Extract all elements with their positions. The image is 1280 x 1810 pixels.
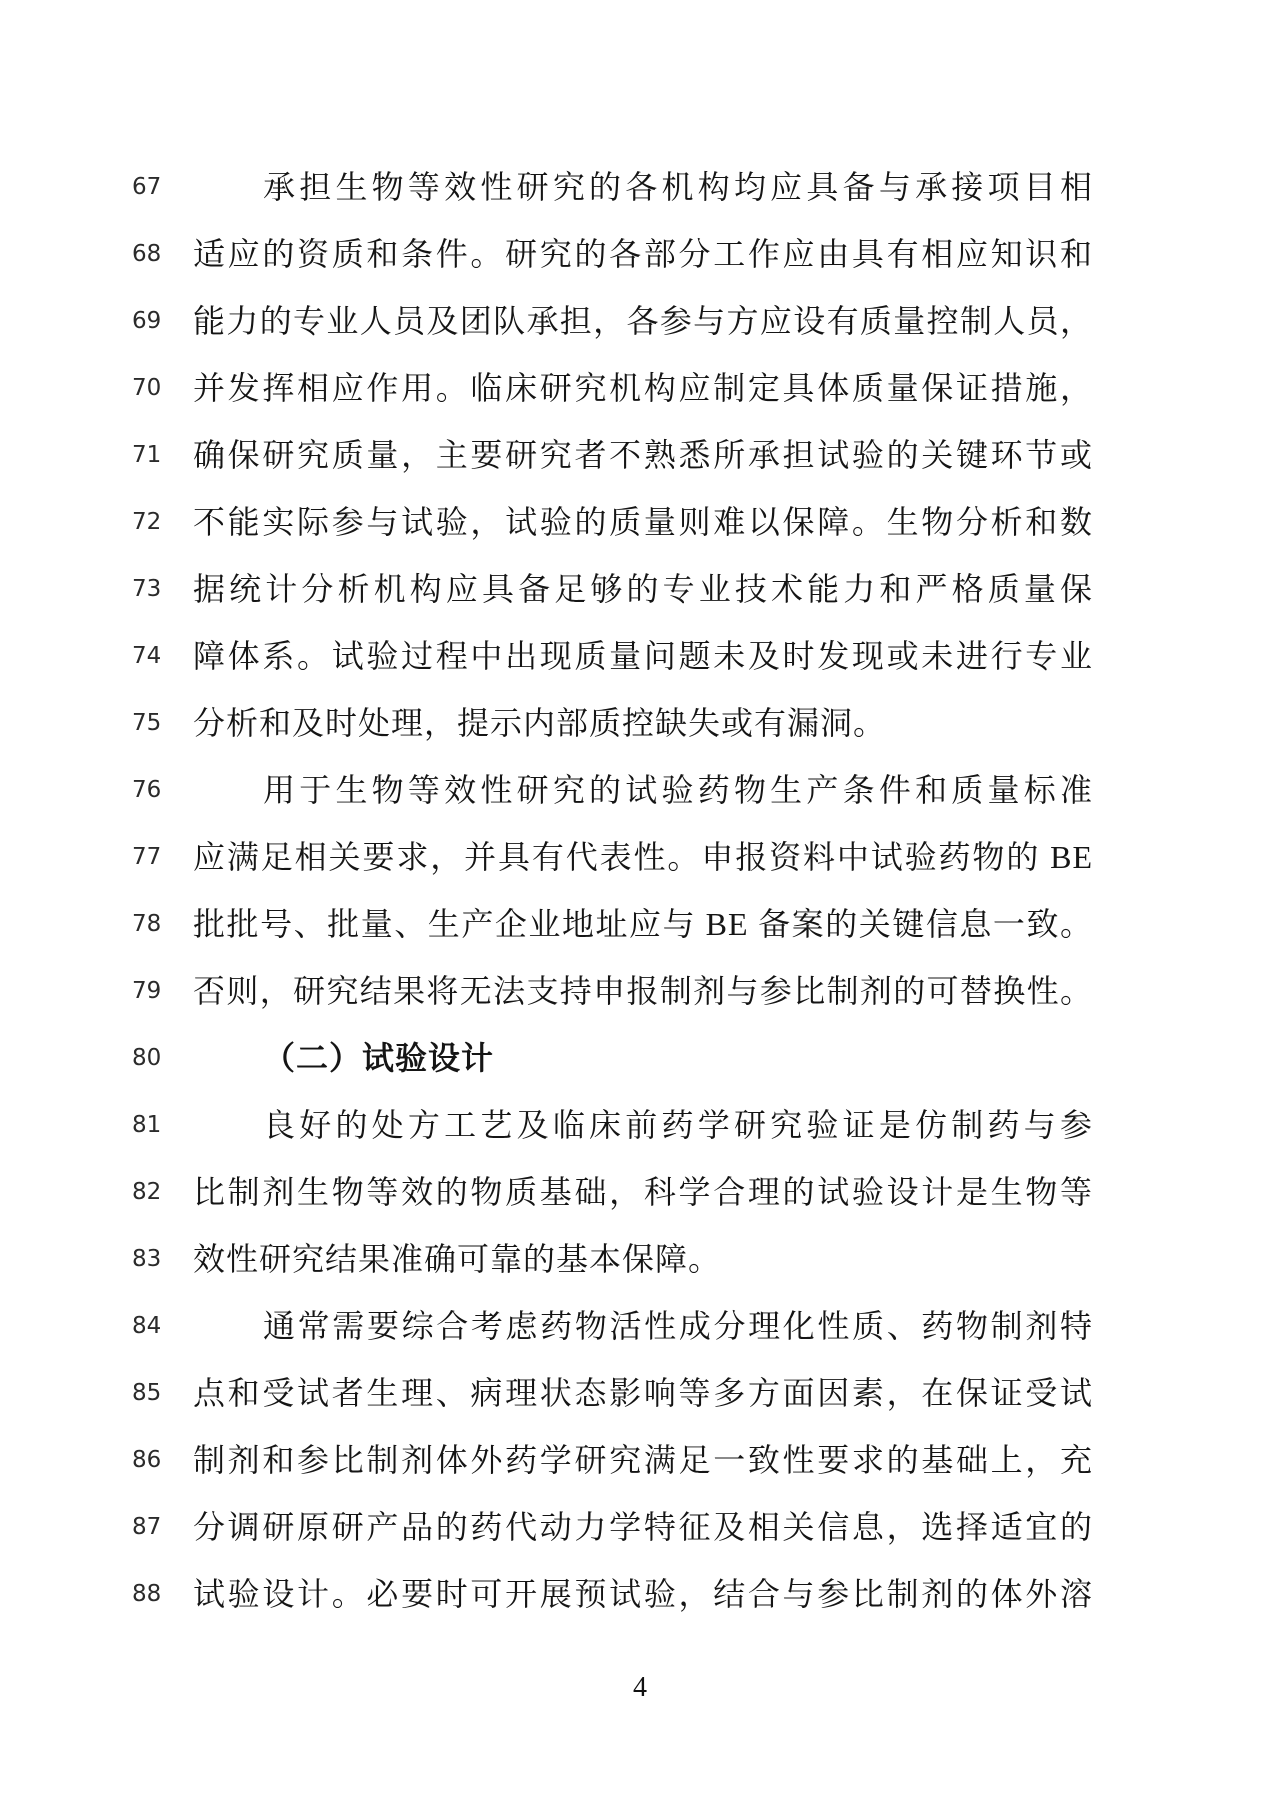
line-text: 障体系。试验过程中出现质量问题未及时发现或未进行专业 [193, 638, 1093, 674]
line-number: 82 [132, 1179, 162, 1205]
line-number: 76 [132, 777, 162, 803]
line-86 [0, 1427, 1280, 1494]
line-number: 80 [132, 1045, 162, 1071]
line-number: 71 [132, 442, 162, 468]
line-70 [0, 355, 1280, 422]
line-text: 承担生物等效性研究的各机构均应具备与承接项目相 [263, 169, 1093, 205]
line-number: 68 [132, 241, 162, 267]
line-number: 74 [132, 643, 162, 669]
line-number: 84 [132, 1313, 162, 1339]
page-number: 4 [633, 1672, 647, 1703]
line-69 [0, 288, 1280, 355]
line-text: 分析和及时处理，提示内部质控缺失或有漏洞。 [193, 705, 887, 741]
line-number: 81 [132, 1112, 162, 1138]
line-text: 适应的资质和条件。研究的各部分工作应由具有相应知识和 [193, 236, 1093, 272]
line-number: 88 [132, 1581, 162, 1607]
line-number: 78 [132, 911, 162, 937]
line-number: 75 [132, 710, 162, 736]
document-body [0, 154, 1280, 1628]
line-82 [0, 1159, 1280, 1226]
line-text: 用于生物等效性研究的试验药物生产条件和质量标准 [263, 772, 1093, 808]
line-71 [0, 422, 1280, 489]
line-77 [0, 824, 1280, 891]
line-74 [0, 623, 1280, 690]
line-text: 试验设计。必要时可开展预试验，结合与参比制剂的体外溶 [193, 1576, 1093, 1612]
line-84 [0, 1293, 1280, 1360]
line-80-heading [0, 1025, 1280, 1092]
line-67 [0, 154, 1280, 221]
line-text: 点和受试者生理、病理状态影响等多方面因素，在保证受试 [193, 1375, 1093, 1411]
section-heading: （二）试验设计 [263, 1040, 495, 1076]
line-number: 67 [132, 174, 162, 200]
line-79 [0, 958, 1280, 1025]
line-text: 良好的处方工艺及临床前药学研究验证是仿制药与参 [263, 1107, 1093, 1143]
line-number: 73 [132, 576, 162, 602]
line-text: 效性研究结果准确可靠的基本保障。 [193, 1241, 722, 1277]
line-text: 并发挥相应作用。临床研究机构应制定具体质量保证措施， [193, 370, 1093, 406]
line-text: 批批号、批量、生产企业地址应与 BE 备案的关键信息一致。 [193, 906, 1093, 942]
line-number: 72 [132, 509, 162, 535]
line-68 [0, 221, 1280, 288]
line-text: 否则，研究结果将无法支持申报制剂与参比制剂的可替换性。 [193, 973, 1093, 1009]
line-83 [0, 1226, 1280, 1293]
line-text: 通常需要综合考虑药物活性成分理化性质、药物制剂特 [263, 1308, 1093, 1344]
line-81 [0, 1092, 1280, 1159]
line-88 [0, 1561, 1280, 1628]
line-text: 据统计分析机构应具备足够的专业技术能力和严格质量保 [193, 571, 1093, 607]
line-number: 69 [132, 308, 162, 334]
line-number: 86 [132, 1447, 162, 1473]
line-text: 确保研究质量，主要研究者不熟悉所承担试验的关键环节或 [193, 437, 1093, 473]
line-75 [0, 690, 1280, 757]
line-78 [0, 891, 1280, 958]
line-text: 应满足相关要求，并具有代表性。申报资料中试验药物的 BE [193, 839, 1093, 875]
line-number: 70 [132, 375, 162, 401]
line-text: 不能实际参与试验，试验的质量则难以保障。生物分析和数 [193, 504, 1093, 540]
line-text: 比制剂生物等效的物质基础，科学合理的试验设计是生物等 [193, 1174, 1093, 1210]
line-76 [0, 757, 1280, 824]
line-text: 制剂和参比制剂体外药学研究满足一致性要求的基础上，充 [193, 1442, 1093, 1478]
line-72 [0, 489, 1280, 556]
line-text: 能力的专业人员及团队承担，各参与方应设有质量控制人员， [193, 303, 1093, 339]
line-73 [0, 556, 1280, 623]
line-number: 77 [132, 844, 162, 870]
line-85 [0, 1360, 1280, 1427]
line-87 [0, 1494, 1280, 1561]
line-number: 87 [132, 1514, 162, 1540]
line-number: 83 [132, 1246, 162, 1272]
line-number: 85 [132, 1380, 162, 1406]
line-number: 79 [132, 978, 162, 1004]
line-text: 分调研原研产品的药代动力学特征及相关信息，选择适宜的 [193, 1509, 1093, 1545]
